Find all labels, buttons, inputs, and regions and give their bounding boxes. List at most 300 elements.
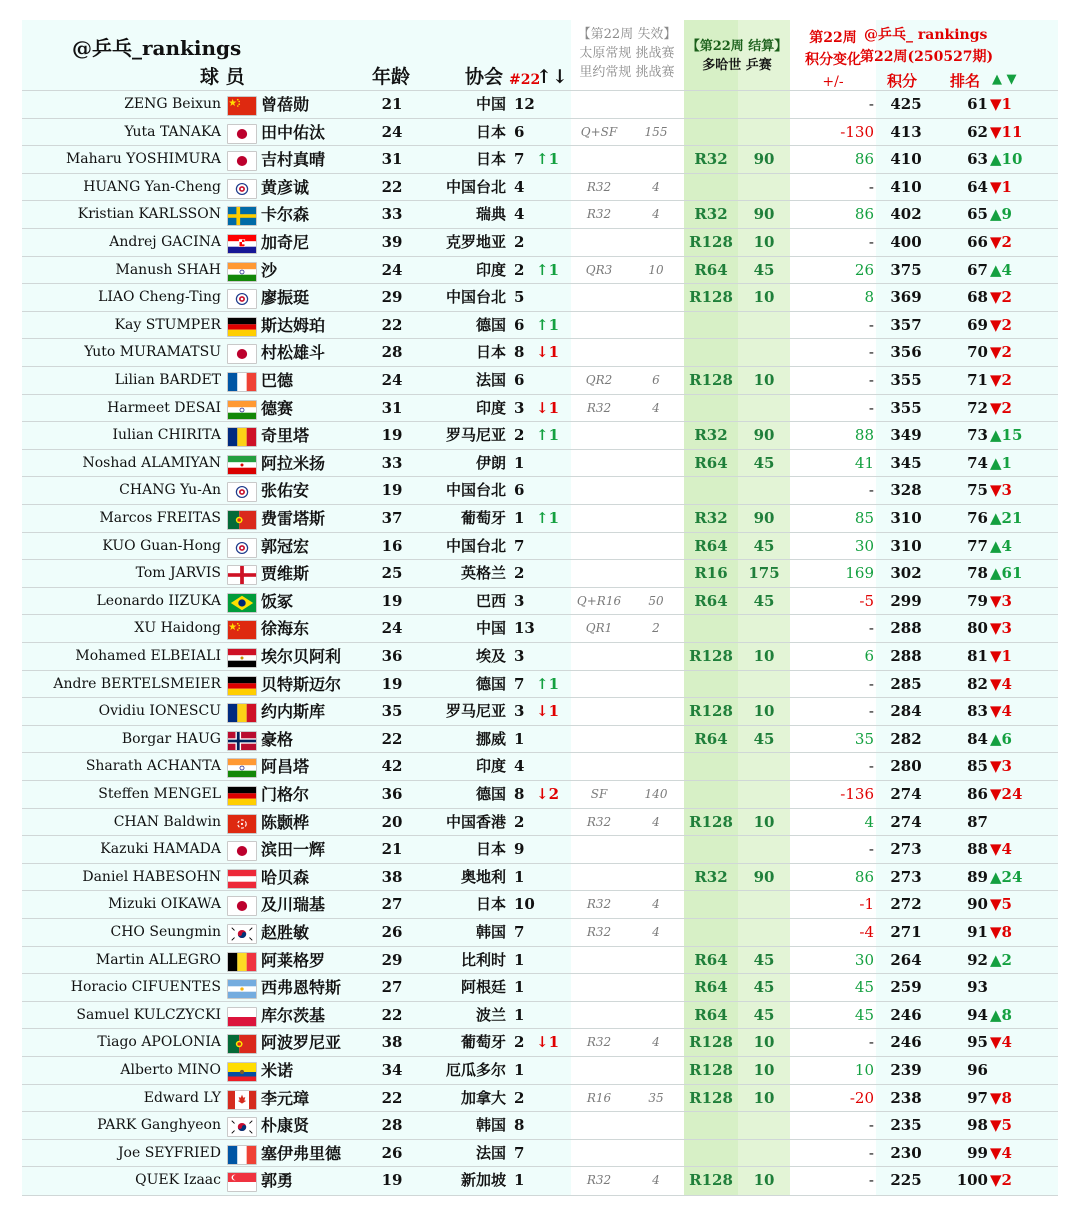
player-name-cn: 埃尔贝阿利	[261, 647, 342, 666]
doha-round: R64	[694, 453, 728, 472]
association-count: 2	[514, 260, 525, 279]
total-points: 345	[890, 453, 922, 472]
rank-number: 78	[967, 564, 988, 583]
player-name-en: Sharath ACHANTA	[85, 758, 221, 775]
player-name-en: Andrej GACINA	[109, 234, 221, 250]
points-change: -	[868, 233, 874, 251]
doha-round: R128	[689, 1061, 733, 1079]
doha-points: 10	[753, 1033, 775, 1052]
rank-number: 72	[967, 398, 988, 417]
player-age: 16	[381, 536, 403, 555]
association-count: 7	[514, 150, 525, 169]
player-age: 21	[381, 95, 403, 113]
lost-event-round: QR3	[585, 262, 613, 277]
player-association: 日本	[475, 150, 506, 169]
points-change: -	[868, 177, 874, 196]
japan-flag-icon	[227, 151, 257, 171]
lost-event-points: 4	[652, 1173, 660, 1188]
lost-event-round: SF	[590, 787, 608, 801]
rank-change: ▲6	[990, 729, 1012, 748]
points-change: -	[868, 1171, 874, 1190]
association-count: 7	[514, 674, 525, 693]
points-change: 6	[864, 647, 874, 665]
doha-points: 10	[753, 647, 775, 665]
player-name-cn: 李元璋	[261, 1088, 310, 1108]
player-name-en: PARK Ganghyeon	[97, 1117, 221, 1134]
rank-number: 87	[967, 812, 988, 831]
doha-points: 90	[753, 509, 775, 527]
association-count: 1	[514, 950, 525, 969]
total-points: 402	[890, 205, 922, 224]
player-name-en: Edward LY	[143, 1089, 221, 1106]
points-change: -4	[859, 923, 874, 941]
player-age: 38	[381, 1033, 403, 1052]
points-change: -20	[849, 1088, 874, 1107]
player-name-cn: 朴康贤	[261, 1116, 310, 1136]
rank-number: 99	[967, 1143, 988, 1162]
total-points: 280	[890, 757, 922, 776]
china-flag-icon	[227, 96, 257, 116]
total-points: 425	[890, 95, 922, 113]
total-points: 273	[890, 840, 922, 859]
player-age: 22	[381, 729, 403, 748]
player-association: 法国	[475, 371, 506, 389]
player-age: 20	[381, 812, 403, 831]
player-name-cn: 徐海东	[261, 619, 310, 639]
table-row	[22, 752, 1058, 781]
points-change: 88	[854, 426, 874, 445]
association-count: 3	[514, 398, 525, 417]
player-age: 21	[381, 840, 403, 859]
rank-number: 64	[967, 177, 988, 196]
player-name-cn: 阿昌塔	[261, 757, 310, 777]
player-age: 33	[381, 453, 403, 472]
col-age-header: 年龄	[372, 66, 411, 88]
player-association: 德国	[475, 674, 506, 693]
rank-number: 74	[967, 453, 988, 472]
doha-round: R128	[689, 1033, 733, 1052]
player-name-cn: 巴德	[261, 371, 294, 390]
france-flag-icon	[227, 372, 257, 392]
doha-round: R64	[694, 978, 728, 997]
poland-flag-icon	[227, 1007, 257, 1027]
player-name-en: Tom JARVIS	[135, 565, 221, 582]
rank-change: ▼8	[990, 1088, 1012, 1107]
association-count: 4	[514, 205, 525, 224]
table-row	[22, 228, 1058, 257]
player-name-en: Alberto MINO	[120, 1062, 221, 1078]
table-row	[22, 449, 1058, 478]
india-flag-icon	[227, 400, 257, 420]
doha-points: 45	[753, 729, 775, 748]
points-change: -	[868, 481, 874, 500]
doha-points: 45	[753, 1005, 775, 1024]
change-header-line3: +/-	[822, 74, 844, 90]
ecuador-flag-icon	[227, 1062, 257, 1082]
player-name-en: Joe SEYFRIED	[117, 1144, 221, 1161]
portugal-flag-icon	[227, 1034, 257, 1054]
player-association: 法国	[475, 1143, 506, 1162]
doha-points: 90	[753, 150, 775, 169]
lost-event-round: R16	[586, 1090, 612, 1105]
table-row	[22, 1056, 1058, 1085]
player-name-cn: 德赛	[261, 398, 294, 418]
player-association: 加拿大	[460, 1088, 506, 1107]
japan-flag-icon	[227, 124, 257, 144]
total-points: 410	[890, 177, 922, 196]
points-change: -	[868, 315, 874, 334]
rank-number: 71	[967, 371, 988, 389]
player-name-en: Maharu YOSHIMURA	[65, 151, 221, 168]
rank-change: ▼3	[990, 757, 1012, 776]
association-count: 2	[514, 564, 525, 583]
rank-number: 96	[967, 1061, 988, 1079]
doha-points: 90	[753, 205, 775, 224]
rank-week: 第22周(250527期)	[860, 49, 994, 65]
table-row	[22, 780, 1058, 809]
rank-change: ▼2	[990, 288, 1012, 307]
player-name-cn: 门格尔	[261, 785, 310, 804]
player-age: 22	[381, 315, 403, 334]
table-row	[22, 918, 1058, 947]
brazil-flag-icon	[227, 593, 257, 613]
rank-change: ▼4	[990, 702, 1012, 721]
points-change: -1	[859, 895, 874, 914]
lost-event-points: 4	[652, 207, 660, 222]
rank-change: ▼2	[990, 315, 1012, 334]
player-association: 英格兰	[460, 564, 506, 583]
total-points: 413	[890, 122, 922, 141]
total-points: 259	[890, 978, 922, 997]
association-count: 3	[514, 702, 525, 721]
rank-change: ▼11	[990, 122, 1023, 141]
doha-round: R64	[694, 1005, 728, 1024]
points-change: 45	[854, 978, 874, 997]
player-age: 19	[381, 1171, 403, 1190]
association-count: 6	[514, 122, 525, 141]
total-points: 274	[890, 785, 922, 803]
association-move: ↑1	[536, 426, 560, 445]
table-bottom-rule	[22, 1195, 1058, 1196]
table-row	[22, 725, 1058, 754]
table-row	[22, 863, 1058, 892]
player-association: 葡萄牙	[460, 1033, 506, 1052]
player-association: 韩国	[475, 1116, 506, 1135]
table-row	[22, 559, 1058, 588]
rank-number: 90	[967, 895, 988, 914]
table-row	[22, 1028, 1058, 1057]
rank-number: 95	[967, 1033, 988, 1052]
player-name-cn: 阿拉米扬	[261, 453, 326, 473]
player-name-en: CHANG Yu-An	[119, 482, 221, 499]
player-association: 中国台北	[445, 536, 506, 555]
player-association: 挪威	[475, 729, 506, 748]
association-count: 4	[514, 757, 525, 776]
canada-flag-icon	[227, 1090, 257, 1110]
china-flag-icon	[227, 620, 257, 640]
player-association: 伊朗	[475, 453, 506, 472]
player-name-cn: 田中佑汰	[261, 122, 326, 142]
player-association: 中国台北	[445, 177, 506, 196]
argentina-flag-icon	[227, 979, 257, 999]
association-count: 3	[514, 591, 525, 610]
player-name-cn: 斯达姆珀	[261, 315, 326, 335]
player-association: 罗马尼亚	[445, 702, 506, 721]
player-association: 比利时	[460, 950, 506, 969]
table-row	[22, 200, 1058, 229]
col-assoc-header: 协会	[465, 66, 504, 88]
player-name-cn: 及川瑞基	[261, 895, 326, 915]
rank-number: 98	[967, 1116, 988, 1135]
table-row	[22, 1139, 1058, 1168]
doha-points: 10	[753, 1088, 775, 1107]
rank-change: ▼4	[990, 840, 1012, 859]
player-name-en: Iulian CHIRITA	[112, 427, 221, 444]
player-age: 33	[381, 205, 403, 224]
player-name-cn: 贾维斯	[261, 564, 310, 584]
change-header-line2: 积分变化	[805, 52, 861, 68]
doha-header-line: 多哈世 乒赛	[702, 58, 772, 73]
points-change: -	[868, 757, 874, 776]
table-row	[22, 614, 1058, 643]
table-row	[22, 283, 1058, 312]
austria-flag-icon	[227, 869, 257, 889]
player-name-en: Andre BERTELSMEIER	[53, 675, 221, 692]
lost-event-round: R32	[586, 400, 612, 415]
points-change: -130	[840, 122, 874, 141]
player-association: 新加坡	[460, 1171, 506, 1190]
player-age: 19	[381, 426, 403, 445]
rank-number: 86	[967, 785, 988, 803]
player-age: 31	[381, 398, 403, 417]
player-name-en: Noshad ALAMIYAN	[82, 454, 221, 471]
points-change: -5	[859, 591, 874, 610]
doha-points: 10	[753, 1171, 775, 1190]
player-age: 36	[381, 785, 403, 803]
belgium-flag-icon	[227, 952, 257, 972]
lost-event-points: 4	[652, 925, 660, 939]
points-change: 86	[854, 150, 874, 169]
player-name-cn: 张佑安	[261, 481, 310, 501]
player-age: 35	[381, 702, 403, 721]
association-move: ↑1	[536, 674, 560, 693]
doha-points: 45	[753, 453, 775, 472]
rank-change: ▼3	[990, 591, 1012, 610]
player-name-en: LIAO Cheng-Ting	[98, 289, 221, 306]
player-association: 阿根廷	[460, 978, 506, 997]
association-count: 7	[514, 1143, 525, 1162]
association-count: 2	[514, 233, 525, 251]
player-name-en: Kay STUMPER	[114, 316, 221, 333]
korea-flag-icon	[227, 924, 257, 944]
lost-event-round: Q+SF	[580, 124, 618, 139]
association-count: 5	[514, 288, 525, 307]
player-age: 27	[381, 978, 403, 997]
rank-number: 85	[967, 757, 988, 776]
rank-change: ▼2	[990, 233, 1012, 251]
player-association: 印度	[475, 260, 506, 279]
player-association: 印度	[475, 757, 506, 776]
total-points: 355	[890, 398, 922, 417]
germany-flag-icon	[227, 786, 257, 806]
japan-flag-icon	[227, 344, 257, 364]
player-name-en: ZENG Beixun	[124, 96, 221, 112]
doha-round: R128	[689, 1088, 733, 1107]
rank-change: ▼3	[990, 619, 1012, 638]
lost-event-round: R32	[586, 897, 612, 912]
association-count: 8	[514, 1116, 525, 1135]
norway-flag-icon	[227, 731, 257, 751]
chinese-taipei-flag-icon	[227, 289, 257, 309]
rank-number: 75	[967, 481, 988, 500]
points-change: 30	[854, 950, 874, 969]
player-name-en: Ovidiu IONESCU	[98, 703, 221, 720]
table-row	[22, 808, 1058, 837]
rank-arrows-header: ▲ ▼	[992, 72, 1017, 87]
doha-round: R128	[689, 371, 733, 389]
player-name-cn: 阿莱格罗	[261, 950, 326, 970]
points-change: -	[868, 1143, 874, 1162]
rank-number: 69	[967, 315, 988, 334]
player-association: 奥地利	[460, 867, 506, 886]
lost-event-round: Q+R16	[576, 593, 622, 608]
points-change: 10	[854, 1061, 874, 1079]
player-association: 日本	[475, 895, 506, 914]
association-count: 6	[514, 481, 525, 500]
player-association: 波兰	[475, 1005, 506, 1024]
rank-change: ▲1	[990, 453, 1012, 472]
table-row	[22, 587, 1058, 616]
lost-header-line1: 太原常规 挑战赛	[579, 46, 675, 61]
rank-number: 80	[967, 619, 988, 638]
lost-event-points: 4	[652, 179, 660, 194]
table-row	[22, 1001, 1058, 1030]
points-change: -	[868, 398, 874, 417]
germany-flag-icon	[227, 317, 257, 337]
player-association: 厄瓜多尔	[445, 1061, 506, 1079]
association-count: 9	[514, 840, 525, 859]
rank-change: ▲9	[990, 205, 1012, 224]
association-count: 1	[514, 509, 525, 527]
rank-handle: @乒乓_ rankings	[864, 27, 988, 43]
player-name-cn: 奇里塔	[261, 426, 310, 446]
player-name-en: Harmeet DESAI	[107, 399, 221, 416]
player-name-en: HUANG Yan-Cheng	[83, 178, 221, 195]
player-age: 22	[381, 1005, 403, 1024]
hong-kong-flag-icon	[227, 814, 257, 834]
lost-event-round: R32	[586, 207, 612, 222]
association-move: ↑1	[536, 260, 560, 279]
iran-flag-icon	[227, 455, 257, 475]
lost-event-round: QR2	[585, 373, 613, 387]
doha-round: R128	[689, 288, 733, 307]
player-age: 19	[381, 674, 403, 693]
rank-number: 89	[967, 867, 988, 886]
player-name-cn: 阿波罗尼亚	[261, 1033, 342, 1053]
rank-number: 94	[967, 1005, 988, 1024]
total-points: 235	[890, 1116, 922, 1135]
player-name-en: XU Haidong	[134, 620, 221, 637]
total-points: 239	[890, 1061, 922, 1079]
rank-change: ▲24	[990, 867, 1023, 886]
table-row	[22, 890, 1058, 919]
player-age: 31	[381, 150, 403, 169]
total-points: 328	[890, 481, 922, 500]
player-association: 中国台北	[445, 288, 506, 307]
rank-change: ▼1	[990, 647, 1012, 665]
player-name-cn: 饭冢	[261, 591, 294, 611]
association-count: 2	[514, 812, 525, 831]
player-name-en: Horacio CIFUENTES	[70, 979, 221, 996]
player-name-cn: 米诺	[261, 1061, 294, 1080]
lost-event-points: 140	[644, 787, 668, 801]
player-name-en: Kristian KARLSSON	[77, 206, 221, 223]
total-points: 246	[890, 1005, 922, 1024]
table-row	[22, 697, 1058, 726]
points-change: 169	[845, 564, 874, 583]
points-change: 35	[854, 729, 874, 748]
doha-points: 10	[753, 702, 775, 721]
points-change: 4	[864, 812, 874, 831]
rank-change: ▲2	[990, 950, 1012, 969]
rank-change: ▲4	[990, 536, 1012, 555]
doha-round: R64	[694, 260, 728, 279]
total-points: 375	[890, 260, 922, 279]
rank-change: ▼2	[990, 371, 1012, 389]
player-name-en: Tiago APOLONIA	[97, 1034, 221, 1051]
doha-points: 45	[753, 260, 775, 279]
doha-round: R128	[689, 702, 733, 721]
table-row	[22, 504, 1058, 533]
doha-points: 45	[753, 978, 775, 997]
player-name-en: Daniel HABESOHN	[82, 868, 221, 885]
association-count: 13	[514, 619, 535, 638]
doha-round: R64	[694, 536, 728, 555]
player-association: 印度	[475, 398, 506, 417]
association-count: 4	[514, 177, 525, 196]
rank-number: 100	[956, 1171, 988, 1190]
points-change: -	[868, 619, 874, 638]
association-move: ↓1	[536, 1033, 560, 1052]
player-age: 39	[381, 233, 403, 251]
rank-change: ▼2	[990, 343, 1012, 362]
doha-round: R128	[689, 1171, 733, 1190]
lost-event-round: R32	[586, 1173, 612, 1188]
player-age: 29	[381, 950, 403, 969]
player-association: 中国香港	[445, 812, 506, 831]
player-name-cn: 郭冠宏	[261, 536, 310, 556]
rank-change: ▼4	[990, 1143, 1012, 1162]
lost-event-round: R32	[586, 814, 612, 829]
player-name-cn: 哈贝森	[261, 867, 310, 887]
col-move-arrows: ↑↓	[536, 66, 568, 88]
player-association: 日本	[475, 122, 506, 141]
points-change: 41	[854, 453, 874, 472]
rank-number: 73	[967, 426, 988, 445]
col-points-header: 积分	[887, 72, 918, 90]
rank-number: 70	[967, 343, 988, 362]
player-age: 24	[381, 371, 403, 389]
association-count: 7	[514, 923, 525, 941]
rank-change: ▼5	[990, 895, 1012, 914]
player-name-en: Leonardo IIZUKA	[96, 592, 221, 609]
total-points: 299	[890, 591, 922, 610]
england-flag-icon	[227, 565, 257, 585]
player-association: 埃及	[475, 647, 506, 665]
points-change: 86	[854, 205, 874, 224]
doha-points: 10	[753, 812, 775, 831]
japan-flag-icon	[227, 896, 257, 916]
